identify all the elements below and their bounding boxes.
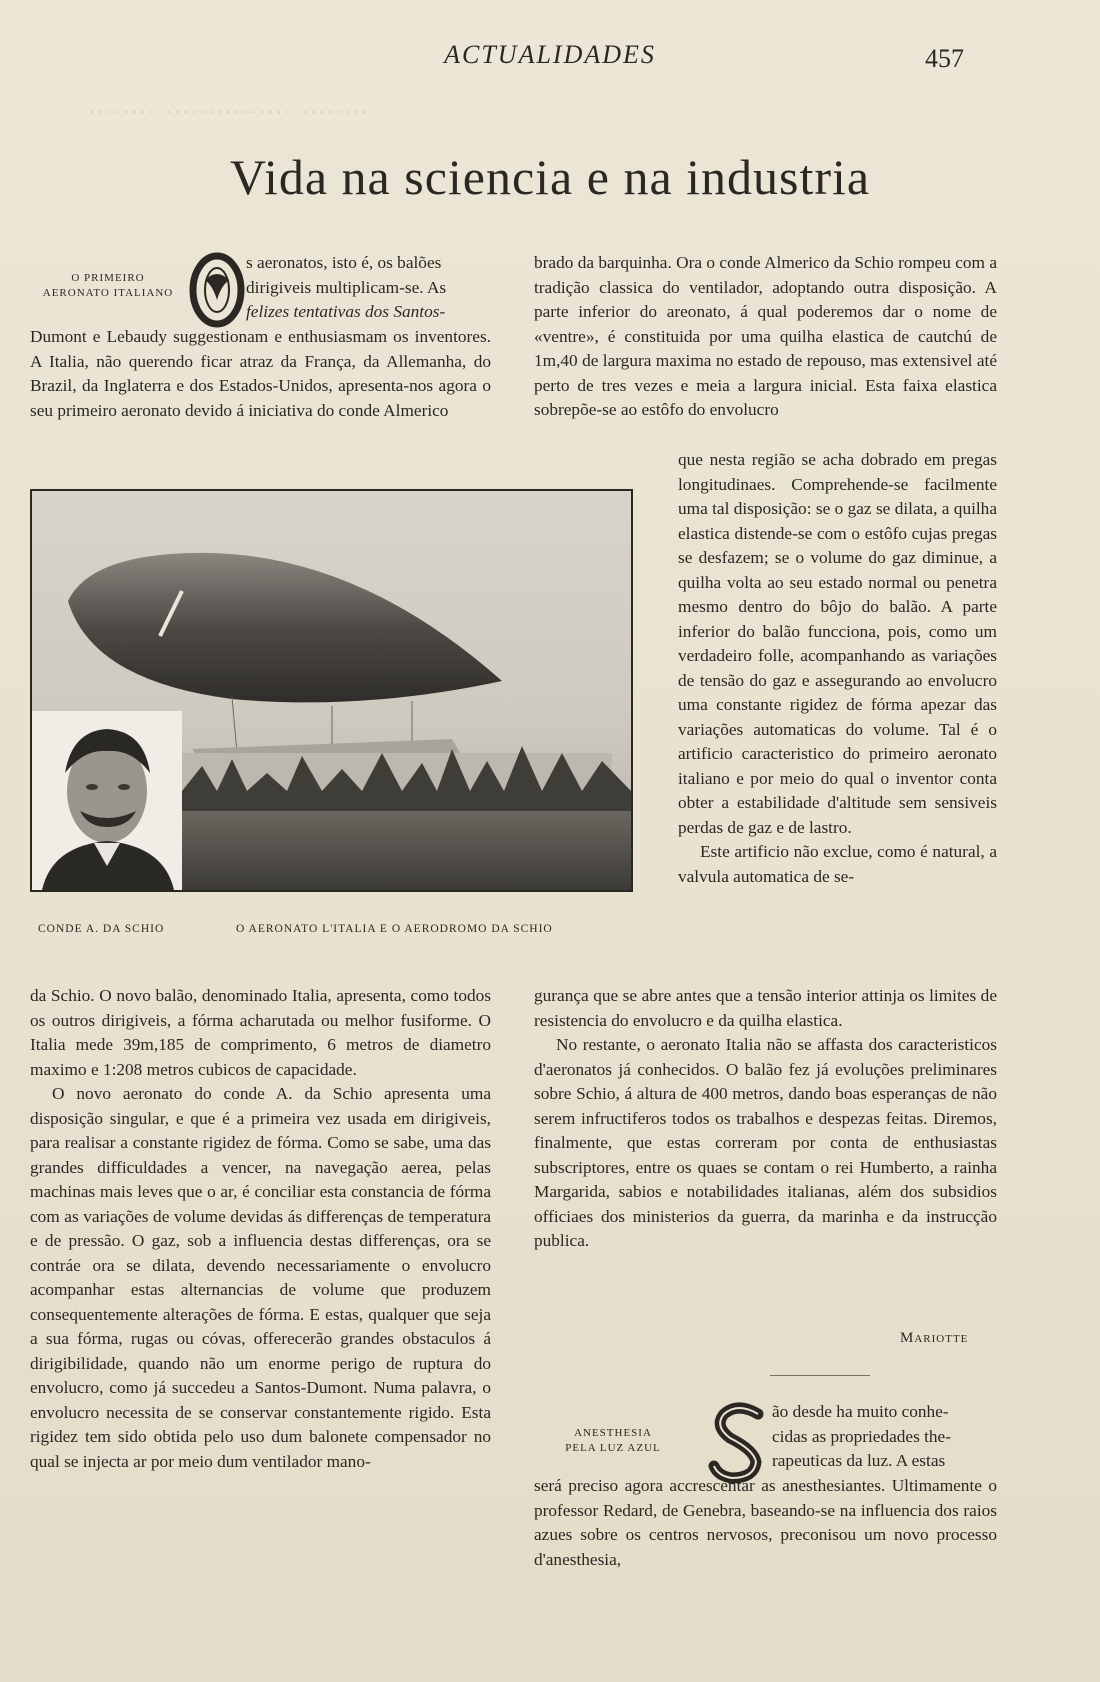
ornate-initial-icon (188, 250, 246, 330)
side-heading-aeronato (28, 271, 188, 301)
section-title: Vida na sciencia e na industria (229, 149, 871, 205)
intro-line: felizes tentativas dos Santos- (246, 302, 446, 321)
side-heading-line: PELA LUZ AZUL (565, 1442, 661, 1454)
airship-photo (30, 489, 633, 892)
side-heading-line: ANESTHESIA (574, 1427, 652, 1439)
caption-portrait: CONDE A. DA SCHIO (38, 923, 165, 935)
side-heading-anesthesia (548, 1426, 678, 1456)
paragraph-restante: No restante, o aeronato Italia não se affasta dos caracteristicos d'aeronatos já conhecidos. O balão fez já evoluções preliminares sobre Schio, á altura de 400 metros, dando boas esperanças de não serem infructiferos todos os trabalhos e despezas feitas. Diremos, finalmente, que estas correram por conta de enthusiastas subscriptores, entre os quaes se contam o rei Humberto, a rainha Margarida, sabios e notabilidades italianas, além dos subsidios officiaes dos ministerios da guerra, da marinha e da instrucção publica. (534, 1035, 997, 1250)
paragraph-valvula: Este artificio não exclue, como é natural, a valvula automatica de se- (678, 842, 997, 886)
intro-lines-anesthesia (772, 1400, 997, 1474)
side-heading-line: AERONATO ITALIANO (42, 287, 174, 299)
paragraph-italia: da Schio. O novo balão, denominado Italia, apresenta, como todos os outros dirigiveis, a fórma acharutada ou melhor fusiforme. O Italia mede 39m,185 de comprimento, 6 metros de diametro maximo e 1:208 metros cubicos de capacidade. (30, 986, 491, 1079)
paragraph-rigidez: O novo aeronato do conde A. da Schio apresenta uma disposição singular, e que é a primeira vez usada em dirigiveis, para realisar a constante rigidez de fórma. Como se sabe, uma das grandes difficuldades a vencer, na navegação aerea, pelas machinas mais leves que o ar, é conciliar esta constancia de fórma com as variações de volume devidas ás differenças de temperatura e de pressão. O gaz, sob a influencia destas differenças, ora se contráe ora se dilata, devendo necessariamente o envolucro acompanhar estas alternancias de volume que produzem consequentemente alterações de fórma. E estas, qualquer que seja a sua fórma, rugas ou cóvas, offerecerão grandes obstaculos á dirigibilidade, quando não um enorme perigo de ruptura do envolucro, como já succedeu a Santos-Dumont. Numa palavra, o envolucro necessita de se conservar constantemente rigido. Esta rigidez tem sido obtida pelo uso dum balonete compensador no qual se injecta ar por meio dum ventilador mano- (30, 1084, 491, 1471)
drop-cap-o (188, 250, 248, 330)
paragraph-left-top: Dumont e Lebaudy suggestionam e enthusiasmam os inventores. A Italia, não querendo ficar atraz da França, da Allemanha, do Brazil, da Inglaterra e dos Estados-Unidos, apresenta-nos agora o seu primeiro aeronato devido á iniciativa do conde Almerico (30, 327, 491, 420)
paragraph-left-bottom (30, 984, 491, 1474)
paragraph-seguranca: gurança que se abre antes que a tensão interior attinja os limites de resistencia do envolucro e da quilha elastica. (534, 986, 997, 1030)
intro-line: rapeuticas da luz. A estas (772, 1451, 946, 1470)
page-number: 457 (925, 44, 964, 73)
ornate-initial-icon (708, 1400, 770, 1484)
paragraph-quilha: que nesta região se acha dobrado em pregas longitudinaes. Comprehende-se facilmente uma tal disposição: se o gaz se dilata, a quilha elastica distende-se com o estôfo cujas pregas se desfazem; se o volume do gaz diminue, a quilha volta ao seu estado normal ou penetra mesmo dentro do bôjo do balão. A parte inferior do balão funcciona, pois, como um verdadeiro folle, acompanhando as variações de tensão do gaz e assegurando ao envolucro uma constante rigidez de fórma apezar das variações automaticas do volume. Tal é o artificio caracteristico do primeiro aeronato italiano e por meio do qual o inventor conta obter a estabilidade d'altitude sem sensiveis perdas de gaz e de lastro. (678, 450, 997, 837)
side-heading-line: O PRIMEIRO (71, 272, 145, 284)
intro-lines (246, 251, 491, 325)
section-divider (770, 1375, 870, 1376)
author-signature: Mariotte (900, 1330, 969, 1346)
intro-line: dirigiveis multiplicam-se. As (246, 277, 447, 297)
paragraph-right-bottom (534, 984, 997, 1254)
airship-illustration (32, 491, 631, 890)
intro-line: ão desde ha muito conhe- (772, 1402, 949, 1421)
paragraph-right-narrow (678, 448, 997, 889)
paragraph-right-top: brado da barquinha. Ora o conde Almerico da Schio rompeu com a tradição classica do ventilador, adoptando outra disposição. A parte inferior do areonato, á qual poderemos dar o nome de «ventre», é constituida por uma quilha elastica de cautchú de 1m,40 de largura maxima no estado de repouso, mas extensivel até perto de tres vezes e meia a largura inicial. Esta faixa elastica sobrepõe-se ao estôfo do envolucro (534, 253, 997, 419)
running-title: ACTUALIDADES (444, 40, 656, 69)
paragraph-anesthesia: será preciso agora accrescentar as anesthesiantes. Ultimamente o professor Redard, de Genebra, baseando-se na influencia dos raios azues sobre os centros nervosos, preconisou um novo processo d'anesthesia, (534, 1476, 997, 1569)
intro-line: s aeronatos, isto é, os balões (246, 253, 442, 272)
caption-airship: O AERONATO L'ITALIA E O AERODROMO DA SCHIO (236, 923, 553, 935)
intro-line: cidas as propriedades the- (772, 1426, 951, 1446)
show-through-text: . . . . . . . . . . . . . . . . . . . . . . . . . . . . . . . . . (90, 98, 367, 117)
